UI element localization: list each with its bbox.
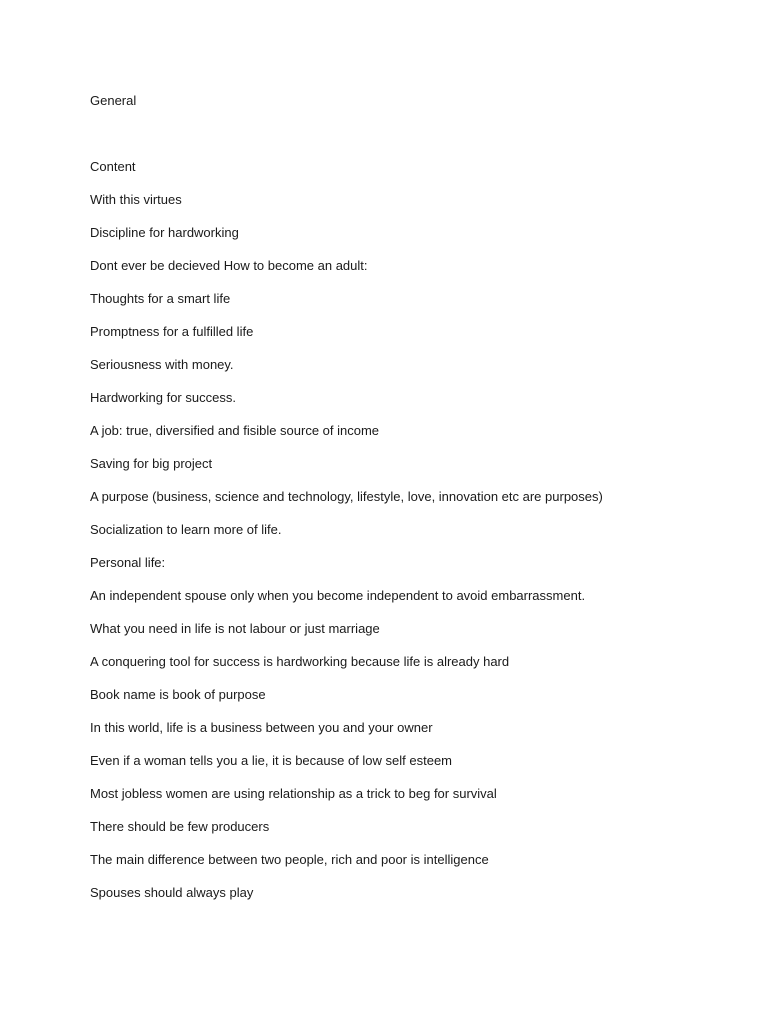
document-line: An independent spouse only when you become independent to avoid embarrassment. [90,588,586,603]
document-line: A purpose (business, science and technology, lifestyle, love, innovation etc are purposes) [90,489,603,504]
document-line: Seriousness with money. [90,357,234,372]
document-line: A job: true, diversified and fisible source of income [90,423,380,438]
document-line: With this virtues [90,192,182,207]
document-line: Spouses should always play [90,885,254,900]
document-line: Personal life: [90,555,166,570]
document-line: Saving for big project [90,456,213,471]
document-line: In this world, life is a business between you and your owner [90,720,433,735]
document-line: Socialization to learn more of life. [90,522,282,537]
document-line: There should be few producers [90,819,270,834]
document-line: A conquering tool for success is hardworking because life is already hard [90,654,510,669]
document-line: Most jobless women are using relationship as a trick to beg for survival [90,786,497,801]
document-line: The main difference between two people, rich and poor is intelligence [90,852,489,867]
document-body [90,92,730,917]
document-line: Promptness for a fulfilled life [90,324,254,339]
document-line: Thoughts for a smart life [90,291,231,306]
document-line: Dont ever be decieved How to become an adult: [90,258,368,273]
document-line: Book name is book of purpose [90,687,266,702]
document-heading: General [90,93,137,108]
document-line: Content [90,159,136,174]
document-line: Discipline for hardworking [90,225,239,240]
document-line: Even if a woman tells you a lie, it is because of low self esteem [90,753,453,768]
document-line: Hardworking for success. [90,390,236,405]
document-line: What you need in life is not labour or just marriage [90,621,380,636]
